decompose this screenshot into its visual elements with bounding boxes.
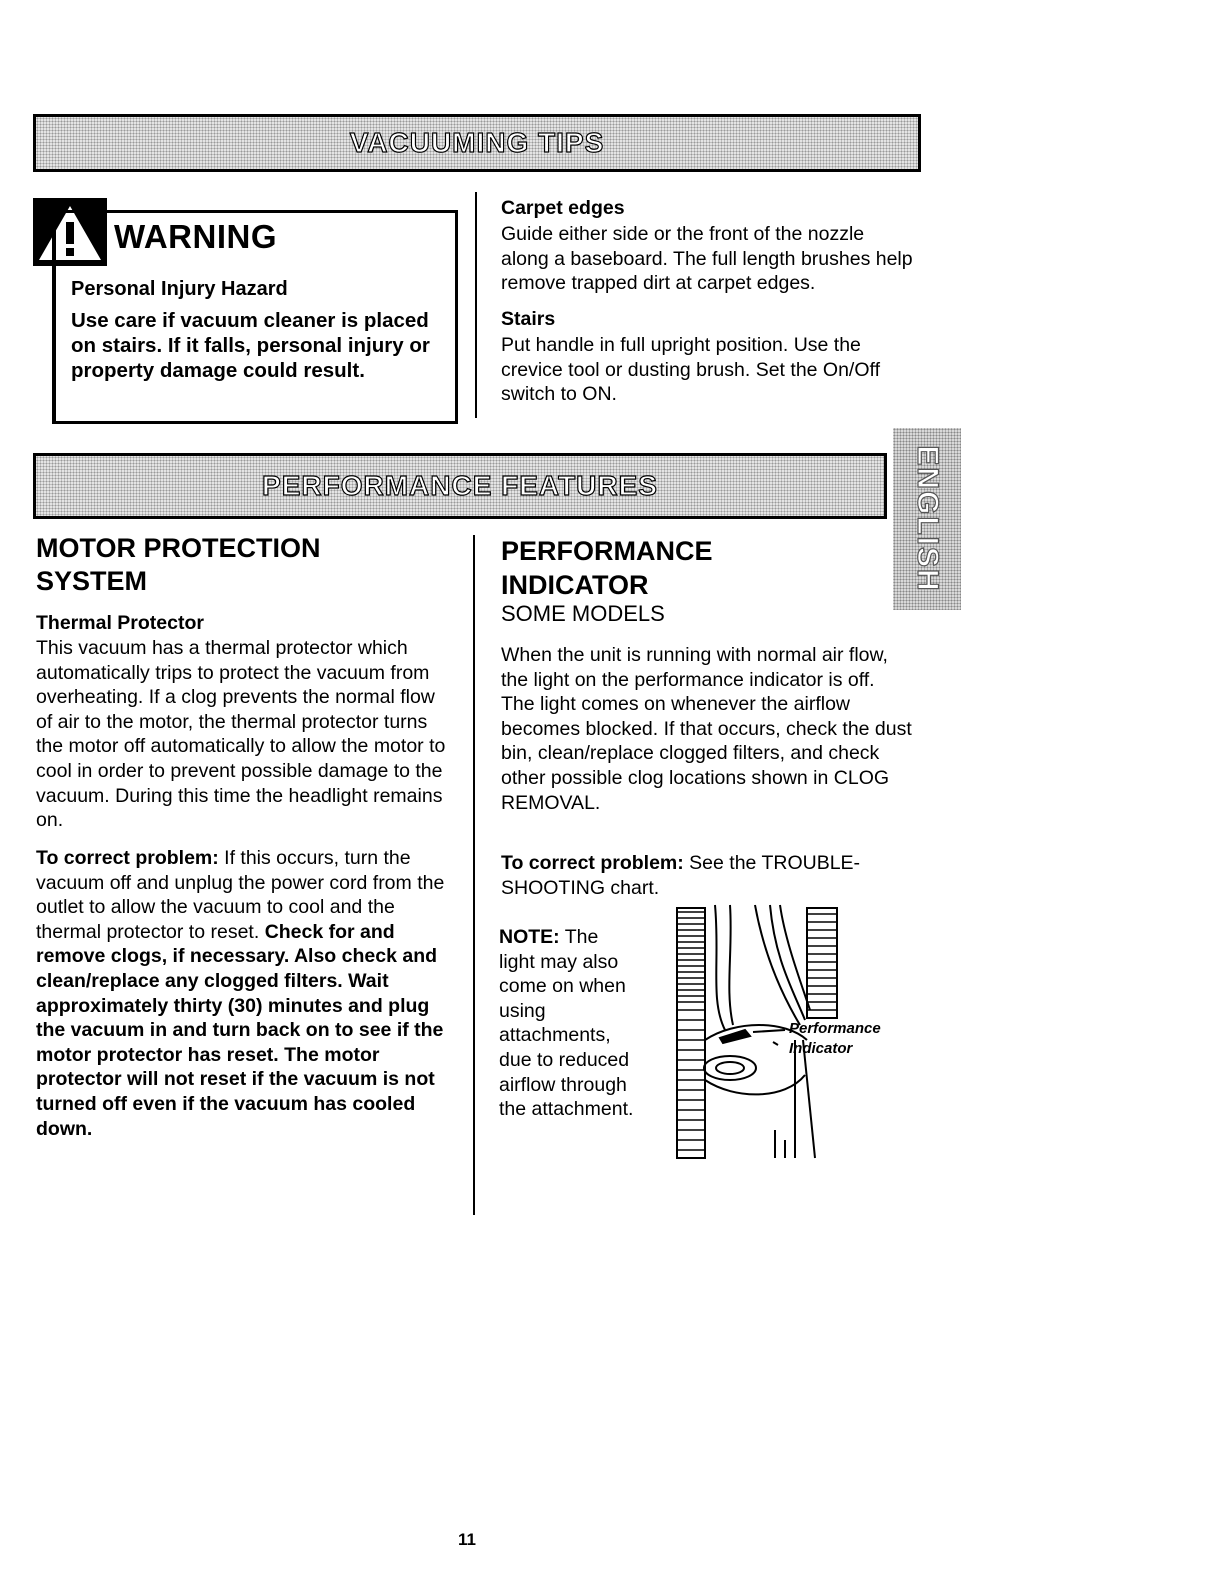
warning-body: Use care if vacuum cleaner is placed on stairs. If it falls, personal injury or property damage could result. xyxy=(71,309,430,382)
vacuuming-tips-banner xyxy=(33,114,921,172)
indicator-body: When the unit is running with normal air flow, the light on the performance indicator is off. The light comes on whenever the airflow becomes blocked. If that occurs, check the dust bin, clean/replace clogged filters, and check other possible clog locations shown in CLOG REMOVAL. xyxy=(501,644,912,814)
column-divider-top xyxy=(475,192,477,418)
stairs-body: Put handle in full upright position. Use the crevice tool or dusting brush. Set the On/Off switch to ON. xyxy=(501,334,881,406)
indicator-note xyxy=(499,925,634,1122)
motor-heading-line2: SYSTEM xyxy=(36,566,148,596)
carpet-edges-title: Carpet edges xyxy=(501,197,625,219)
motor-heading-line1: MOTOR PROTECTION xyxy=(36,533,321,563)
language-tab-label: ENGLISH xyxy=(911,445,944,593)
motor-correct-bold: Check for and remove clogs, if necessary. Also check and clean/replace any clogged filters. Wait approximately thirty (30) minutes and plug the vacuum in and turn back on to see if the motor protector has reset. The motor protector will not reset if the vacuum is not turned off even if the vacuum has cooled down. xyxy=(36,920,444,1140)
motor-body: This vacuum has a thermal protector which automatically trips to protect the vacuum from overheating. If a clog prevents the normal flow of air to the motor, the thermal protector turns the motor off automatically to allow the motor to cool in order to prevent possible damage to the vacuum. During this time the headlight remains on. xyxy=(36,637,446,832)
column-divider-bottom xyxy=(473,535,475,1215)
motor-correct-label: To correct problem: xyxy=(36,847,219,869)
thermal-protector-subhead: Thermal Protector xyxy=(36,612,204,634)
indicator-note-label: NOTE: xyxy=(499,926,560,948)
carpet-edges-body: Guide either side or the front of the nozzle along a baseboard. The full length brushes help remove trapped dirt at carpet edges. xyxy=(501,223,913,295)
indicator-heading-line1: PERFORMANCE xyxy=(501,536,713,566)
indicator-models: SOME MODELS xyxy=(501,601,665,626)
indicator-correct-label: To correct problem: xyxy=(501,852,684,874)
indicator-note-text: The light may also come on when using attachments, due to reduced airflow through the attachment. xyxy=(499,926,634,1121)
stairs-title: Stairs xyxy=(501,308,556,330)
performance-features-title: PERFORMANCE FEATURES xyxy=(262,470,658,501)
language-tab xyxy=(893,428,961,610)
indicator-callout-line1: Performance xyxy=(789,1020,881,1037)
indicator-heading-line2: INDICATOR xyxy=(501,570,649,600)
vacuuming-tips-title: VACUUMING TIPS xyxy=(349,127,605,158)
indicator-correct-problem xyxy=(501,851,913,900)
warning-title: WARNING xyxy=(114,218,277,255)
performance-features-banner xyxy=(33,453,887,519)
motor-correct-problem xyxy=(36,846,456,1141)
indicator-callout-line2: Indicator xyxy=(789,1040,853,1057)
warning-subtitle: Personal Injury Hazard xyxy=(71,278,288,300)
indicator-correct-text: See the TROUBLE-SHOOTING chart. xyxy=(501,852,861,899)
page-number: 11 xyxy=(458,1530,476,1549)
motor-correct-plain: If this occurs, turn the vacuum off and unplug the power cord from the outlet to allow the vacuum to cool and the thermal protector to reset. xyxy=(36,847,445,943)
